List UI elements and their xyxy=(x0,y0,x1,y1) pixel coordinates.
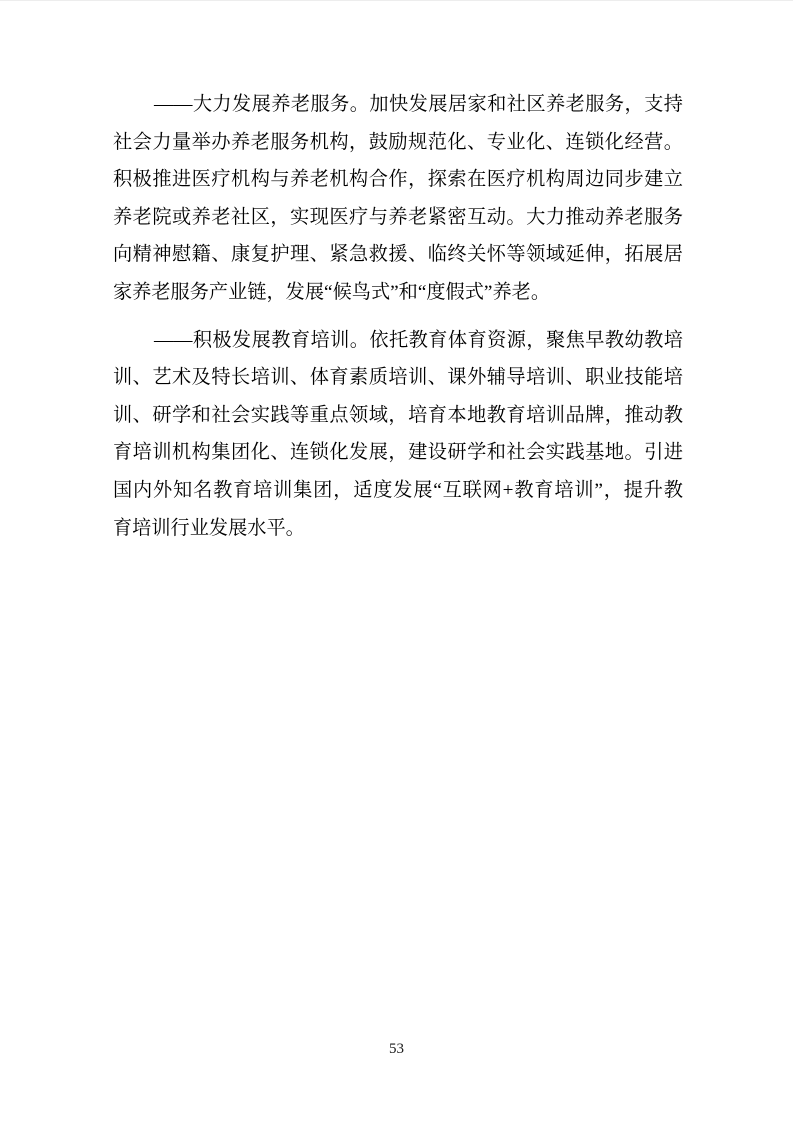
text-line: 养老院或养老社区，实现医疗与养老紧密互动。大力推动养老服务 xyxy=(113,206,683,228)
document-body xyxy=(113,86,683,547)
text-line: ——大力发展养老服务。加快发展居家和社区养老服务，支持 xyxy=(154,94,683,115)
text-line: 家养老服务产业链，发展“候鸟式”和“度假式”养老。 xyxy=(113,281,551,303)
page-number: 53 xyxy=(389,1041,404,1057)
text-line: 积极推进医疗机构与养老机构合作，探索在医疗机构周边同步建立 xyxy=(113,169,683,191)
text-line: 社会力量举办养老服务机构，鼓励规范化、专业化、连锁化经营。 xyxy=(113,131,683,153)
text-line: ——积极发展教育培训。依托教育体育资源，聚焦早教幼教培 xyxy=(154,329,683,351)
text-line: 训、研学和社会实践等重点领域，培育本地教育培训品牌，推动教 xyxy=(113,404,683,426)
text-line: 国内外知名教育培训集团，适度发展“互联网+教育培训”，提升教 xyxy=(113,479,683,501)
text-line: 向精神慰籍、康复护理、紧急救援、临终关怀等领域延伸，拓展居 xyxy=(113,244,683,266)
paragraph xyxy=(113,322,683,548)
text-line: 育培训机构集团化、连锁化发展，建设研学和社会实践基地。引进 xyxy=(113,442,683,464)
paragraph xyxy=(113,86,683,312)
text-line: 训、艺术及特长培训、体育素质培训、课外辅导培训、职业技能培 xyxy=(113,367,683,389)
text-line: 育培训行业发展水平。 xyxy=(113,517,305,539)
